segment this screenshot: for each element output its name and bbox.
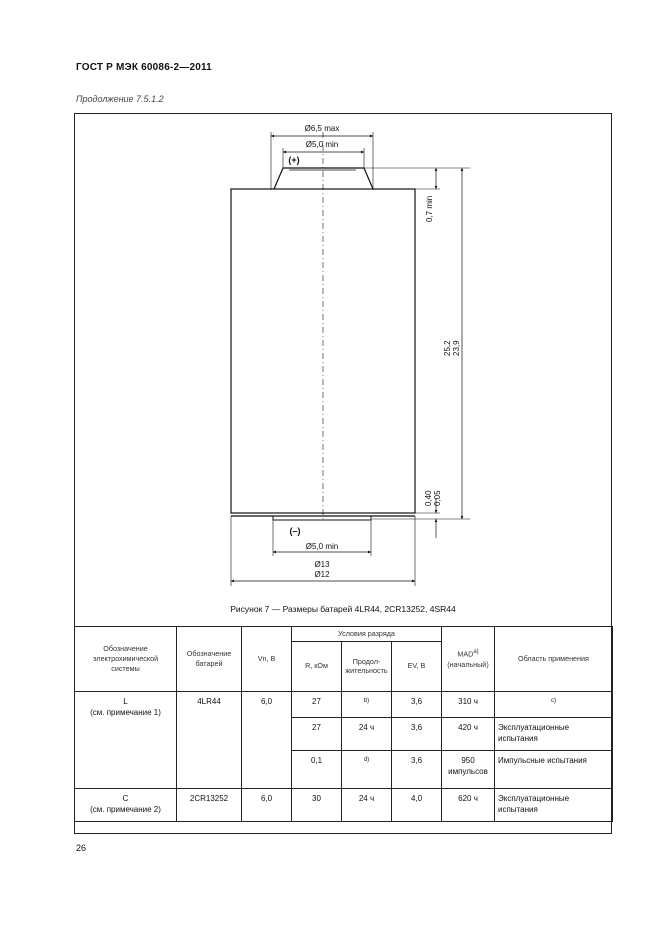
cell-ev: 3,6	[392, 691, 442, 717]
cell-voltage: 6,0	[242, 691, 292, 788]
mad-label: MAD	[457, 649, 474, 659]
mad-footnote: a)	[473, 649, 479, 656]
figure-caption: Рисунок 7 — Размеры батарей 4LR44, 2CR13252, 4SR44	[230, 604, 456, 614]
table-row	[75, 788, 613, 821]
cell-r: 27	[292, 691, 342, 717]
bottom-contact-dim: Ø5,0 min	[305, 542, 339, 551]
header-application: Область применения	[495, 627, 613, 692]
height-min-dim: 23,9	[452, 340, 461, 356]
cell-voltage: 6,0	[242, 788, 292, 821]
cell-battery: 4LR44	[177, 691, 242, 788]
mad-note: (начальный)	[447, 659, 489, 669]
page-number: 26	[76, 843, 87, 853]
continuation-label: Продолжение 7.5.1.2	[76, 94, 164, 104]
cell-r: 0,1	[292, 750, 342, 788]
cell-application: Импульсные испытания	[495, 750, 613, 788]
header-duration: Продол-жительность	[342, 641, 392, 691]
header-ev: EV, В	[392, 641, 442, 691]
plus-terminal-label: (+)	[288, 155, 300, 165]
header-system: Обозначение электрохимической системы	[75, 627, 177, 692]
battery-spec-table	[74, 626, 613, 822]
header-voltage: Vn, В	[242, 627, 292, 692]
cell-application: Эксплуатационные испытания	[495, 788, 613, 821]
cell-r: 30	[292, 788, 342, 821]
cell-ev: 3,6	[392, 717, 442, 750]
cap-height-dim: 0,7 min	[425, 195, 434, 222]
cell-duration: 24 ч	[342, 788, 392, 821]
positive-cap	[274, 168, 373, 189]
cell-duration: b)	[342, 691, 392, 717]
cell-mad: 950 импульсов	[442, 750, 495, 788]
cell-r: 27	[292, 717, 342, 750]
bottom-min-dim: 0,05	[433, 490, 442, 506]
cell-application: c)	[495, 691, 613, 717]
cell-mad: 620 ч	[442, 788, 495, 821]
top-inner-dim: Ø5,0 min	[305, 140, 339, 149]
header-battery: Обозначение батарей	[177, 627, 242, 692]
cell-mad: 420 ч	[442, 717, 495, 750]
cell-ev: 4,0	[392, 788, 442, 821]
diameter-max-dim: Ø13	[314, 560, 330, 569]
table-row	[75, 691, 613, 717]
top-outer-dim: Ø6,5 max	[304, 124, 340, 133]
bottom-max-dim: 0,40	[424, 490, 433, 506]
diameter-min-dim: Ø12	[314, 570, 330, 579]
cell-battery: 2CR13252	[177, 788, 242, 821]
height-max-dim: 25,2	[443, 340, 452, 356]
cell-duration: d)	[342, 750, 392, 788]
standard-header: ГОСТ Р МЭК 60086-2—2011	[76, 62, 212, 73]
cell-duration: 24 ч	[342, 717, 392, 750]
cell-application: Эксплуатационные испытания	[495, 717, 613, 750]
header-mad	[442, 627, 495, 692]
cell-mad: 310 ч	[442, 691, 495, 717]
cell-ev: 3,6	[392, 750, 442, 788]
header-resistance: R, кОм	[292, 641, 342, 691]
cell-system: C (см. примечание 2)	[75, 788, 177, 821]
minus-terminal-label: (–)	[289, 526, 301, 536]
cell-system: L (см. примечание 1)	[75, 691, 177, 788]
header-discharge-conditions: Условия разряда	[292, 627, 442, 642]
